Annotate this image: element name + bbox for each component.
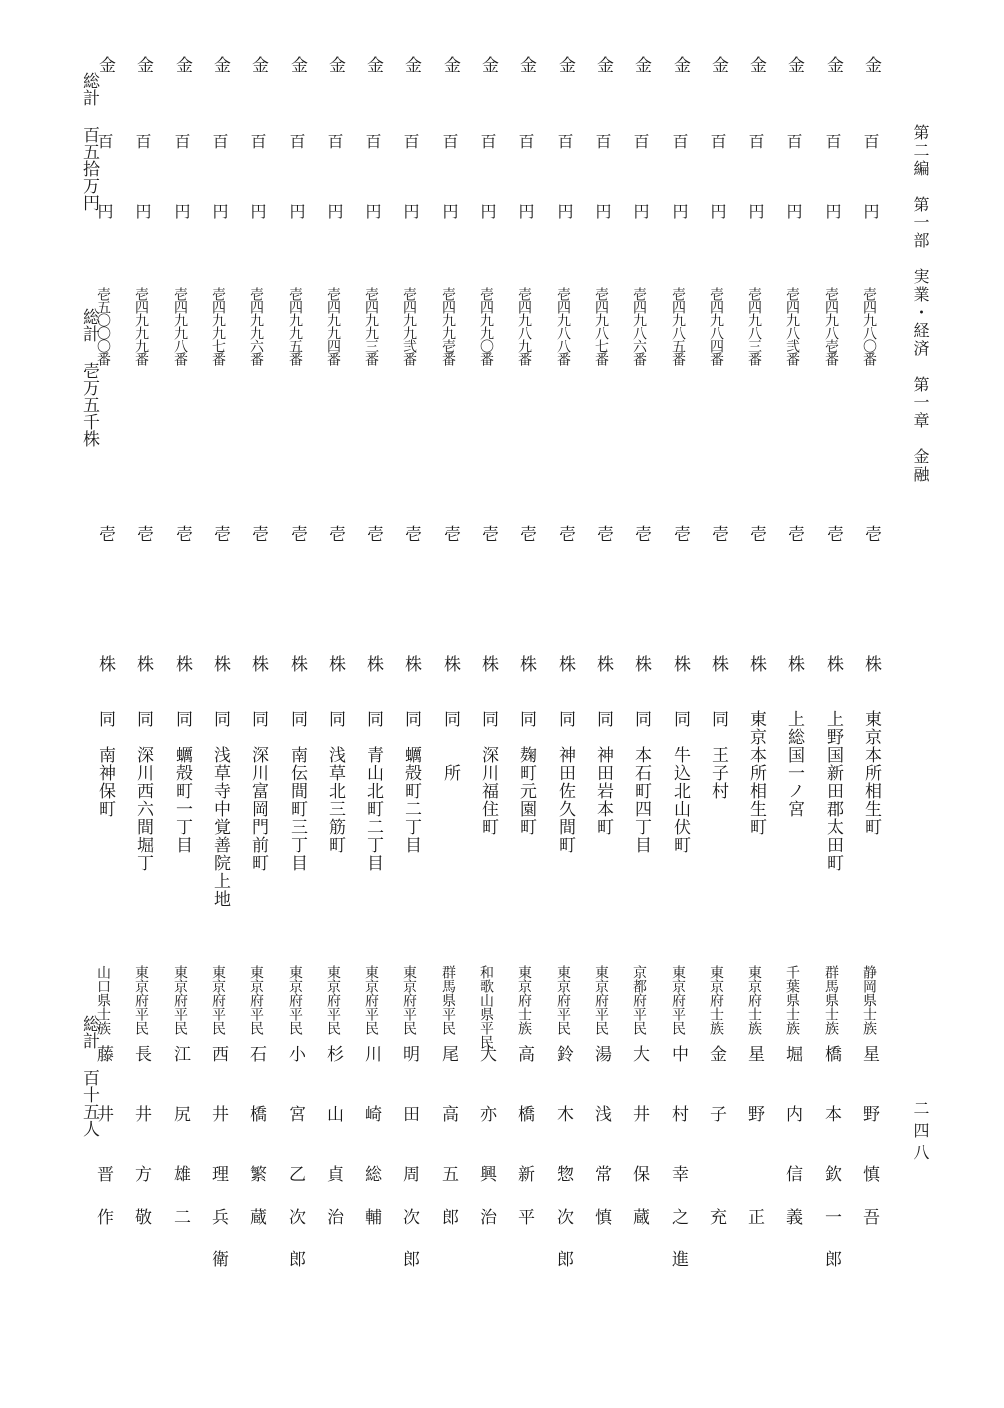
share-unit: 株 bbox=[401, 655, 421, 672]
certificate-number: 壱五〇〇〇番 bbox=[95, 287, 111, 365]
share-unit: 株 bbox=[746, 655, 766, 672]
certificate-number: 壱四九九九番 bbox=[133, 287, 149, 365]
holder-status: 東京府士族 bbox=[708, 965, 724, 1035]
share-count: 壱 bbox=[363, 525, 383, 542]
share-unit: 株 bbox=[325, 655, 345, 672]
holder-address: 上野国新田郡太田町 bbox=[823, 710, 843, 872]
holder-name-char: 吾 bbox=[863, 1208, 880, 1228]
certificate-number: 壱四九九三番 bbox=[363, 287, 379, 365]
holder-name-char: 子 bbox=[710, 1105, 727, 1125]
holder-name-char: 中 bbox=[672, 1045, 689, 1065]
certificate-number: 壱四九八弐番 bbox=[784, 287, 800, 365]
amount-prefix: 金 bbox=[708, 56, 728, 73]
holder-address: 同 南神保町 bbox=[95, 710, 115, 818]
amount-hundred: 百 bbox=[708, 133, 727, 149]
certificate-number: 壱四九八四番 bbox=[708, 287, 724, 365]
holder-address: 同 蠣殻町一丁目 bbox=[172, 710, 192, 854]
holder-status: 群馬県平民 bbox=[440, 965, 456, 1035]
amount-hundred: 百 bbox=[746, 133, 765, 149]
holder-name-char: 平 bbox=[518, 1208, 535, 1228]
holder-status: 東京府平民 bbox=[210, 965, 226, 1035]
share-unit: 株 bbox=[248, 655, 268, 672]
holder-name-char: 五 bbox=[442, 1165, 459, 1185]
holder-status: 静岡県士族 bbox=[861, 965, 877, 1035]
holder-name-char: 堀 bbox=[786, 1045, 803, 1065]
share-unit: 株 bbox=[478, 655, 498, 672]
share-unit: 株 bbox=[287, 655, 307, 672]
holder-name-char: 内 bbox=[786, 1105, 803, 1125]
certificate-number: 壱四九九七番 bbox=[210, 287, 226, 365]
holder-status: 山口県士族 bbox=[95, 965, 111, 1035]
holder-address: 同 神田佐久間町 bbox=[555, 710, 575, 854]
holder-name-char: 充 bbox=[710, 1208, 727, 1228]
amount-yen: 円 bbox=[708, 203, 727, 219]
holder-name-char: 郎 bbox=[403, 1250, 420, 1270]
amount-hundred: 百 bbox=[478, 133, 497, 149]
share-unit: 株 bbox=[823, 655, 843, 672]
holder-name-char: 藤 bbox=[97, 1045, 114, 1065]
amount-yen: 円 bbox=[823, 203, 842, 219]
holder-name-char: 次 bbox=[289, 1208, 306, 1228]
share-count: 壱 bbox=[172, 525, 192, 542]
amount-prefix: 金 bbox=[210, 56, 230, 73]
certificate-number: 壱四九九壱番 bbox=[440, 287, 456, 365]
amount-yen: 円 bbox=[478, 203, 497, 219]
amount-prefix: 金 bbox=[172, 56, 192, 73]
holder-name-char: 明 bbox=[403, 1045, 420, 1065]
amount-prefix: 金 bbox=[287, 56, 307, 73]
amount-hundred: 百 bbox=[172, 133, 191, 149]
share-unit: 株 bbox=[363, 655, 383, 672]
share-unit: 株 bbox=[670, 655, 690, 672]
holder-name-char: 西 bbox=[212, 1045, 229, 1065]
share-count: 壱 bbox=[555, 525, 575, 542]
holder-address: 東京本所相生町 bbox=[861, 710, 881, 836]
holder-address: 同 本石町四丁目 bbox=[631, 710, 651, 854]
share-unit: 株 bbox=[784, 655, 804, 672]
amount-yen: 円 bbox=[133, 203, 152, 219]
share-count: 壱 bbox=[670, 525, 690, 542]
holder-name-char: 宮 bbox=[289, 1105, 306, 1125]
share-count: 壱 bbox=[95, 525, 115, 542]
holder-name-char: 杉 bbox=[327, 1045, 344, 1065]
holder-name-char: 郎 bbox=[289, 1250, 306, 1270]
holder-status: 京都府平民 bbox=[631, 965, 647, 1035]
amount-prefix: 金 bbox=[861, 56, 881, 73]
holder-name-char: 星 bbox=[863, 1045, 880, 1065]
certificate-number: 壱四九八壱番 bbox=[823, 287, 839, 365]
amount-yen: 円 bbox=[670, 203, 689, 219]
amount-hundred: 百 bbox=[823, 133, 842, 149]
holder-name-char: 大 bbox=[633, 1045, 650, 1065]
holder-name-char: 幸 bbox=[672, 1165, 689, 1185]
holder-name-char: 蔵 bbox=[250, 1208, 267, 1228]
amount-prefix: 金 bbox=[516, 56, 536, 73]
amount-yen: 円 bbox=[172, 203, 191, 219]
holder-name-char: 治 bbox=[327, 1208, 344, 1228]
holder-name-char: 一 bbox=[825, 1208, 842, 1228]
share-count: 壱 bbox=[516, 525, 536, 542]
certificate-number: 壱四九九五番 bbox=[287, 287, 303, 365]
amount-hundred: 百 bbox=[555, 133, 574, 149]
holder-name-char: 正 bbox=[748, 1208, 765, 1228]
holder-address: 同 牛込北山伏町 bbox=[670, 710, 690, 854]
amount-hundred: 百 bbox=[210, 133, 229, 149]
holder-name-char: 衛 bbox=[212, 1250, 229, 1270]
holder-name-char: 高 bbox=[442, 1105, 459, 1125]
share-unit: 株 bbox=[631, 655, 651, 672]
holder-status: 和歌山県平民 bbox=[478, 965, 494, 1049]
holder-name-char: 郎 bbox=[825, 1250, 842, 1270]
holder-address: 同 麹町元園町 bbox=[516, 710, 536, 836]
holder-name-char: 惣 bbox=[557, 1165, 574, 1185]
holder-name-char: 橋 bbox=[250, 1105, 267, 1125]
total-amount-value: 百五拾万円 bbox=[79, 126, 99, 211]
share-count: 壱 bbox=[861, 525, 881, 542]
holder-address: 同 深川福住町 bbox=[478, 710, 498, 836]
total-persons bbox=[80, 1015, 97, 1137]
share-count: 壱 bbox=[784, 525, 804, 542]
certificate-number: 壱四九九六番 bbox=[248, 287, 264, 365]
share-count: 壱 bbox=[631, 525, 651, 542]
amount-hundred: 百 bbox=[516, 133, 535, 149]
holder-name-char: 輔 bbox=[365, 1208, 382, 1228]
amount-hundred: 百 bbox=[593, 133, 612, 149]
holder-address: 同 浅草北三筋町 bbox=[325, 710, 345, 854]
amount-prefix: 金 bbox=[593, 56, 613, 73]
holder-status: 千葉県士族 bbox=[784, 965, 800, 1035]
amount-prefix: 金 bbox=[133, 56, 153, 73]
holder-status: 東京府平民 bbox=[593, 965, 609, 1035]
holder-name-char: 金 bbox=[710, 1045, 727, 1065]
holder-name-char: 敬 bbox=[135, 1208, 152, 1228]
amount-yen: 円 bbox=[248, 203, 267, 219]
share-count: 壱 bbox=[401, 525, 421, 542]
share-unit: 株 bbox=[555, 655, 575, 672]
holder-name-char: 慎 bbox=[863, 1165, 880, 1185]
page-number: 二四八 bbox=[911, 1100, 930, 1166]
share-count: 壱 bbox=[248, 525, 268, 542]
amount-hundred: 百 bbox=[363, 133, 382, 149]
share-unit: 株 bbox=[95, 655, 115, 672]
certificate-number: 壱四九八三番 bbox=[746, 287, 762, 365]
holder-address: 東京本所相生町 bbox=[746, 710, 766, 836]
amount-yen: 円 bbox=[746, 203, 765, 219]
holder-name-char: 井 bbox=[633, 1105, 650, 1125]
amount-prefix: 金 bbox=[670, 56, 690, 73]
amount-hundred: 百 bbox=[95, 133, 114, 149]
amount-hundred: 百 bbox=[133, 133, 152, 149]
holder-status: 東京府平民 bbox=[401, 965, 417, 1035]
holder-name-char: 大 bbox=[480, 1045, 497, 1065]
certificate-number: 壱四九八七番 bbox=[593, 287, 609, 365]
holder-name-char: 野 bbox=[748, 1105, 765, 1125]
amount-yen: 円 bbox=[287, 203, 306, 219]
amount-prefix: 金 bbox=[631, 56, 651, 73]
certificate-number: 壱四九八六番 bbox=[631, 287, 647, 365]
amount-yen: 円 bbox=[440, 203, 459, 219]
certificate-number: 壱四九九〇番 bbox=[478, 287, 494, 365]
certificate-number: 壱四九八〇番 bbox=[861, 287, 877, 365]
holder-name-char: 田 bbox=[403, 1105, 420, 1125]
holder-name-char: 井 bbox=[135, 1105, 152, 1125]
share-count: 壱 bbox=[133, 525, 153, 542]
amount-hundred: 百 bbox=[670, 133, 689, 149]
holder-name-char: 二 bbox=[174, 1208, 191, 1228]
share-count: 壱 bbox=[708, 525, 728, 542]
share-unit: 株 bbox=[133, 655, 153, 672]
holder-name-char: 長 bbox=[135, 1045, 152, 1065]
certificate-number: 壱四九九四番 bbox=[325, 287, 341, 365]
total-amount bbox=[80, 72, 97, 211]
share-unit: 株 bbox=[593, 655, 613, 672]
share-unit: 株 bbox=[172, 655, 192, 672]
amount-yen: 円 bbox=[95, 203, 114, 219]
holder-name-char: 尾 bbox=[442, 1045, 459, 1065]
amount-prefix: 金 bbox=[248, 56, 268, 73]
holder-name-char: 郎 bbox=[557, 1250, 574, 1270]
holder-name-char: 井 bbox=[97, 1105, 114, 1125]
amount-yen: 円 bbox=[325, 203, 344, 219]
holder-status: 東京府平民 bbox=[325, 965, 341, 1035]
share-unit: 株 bbox=[708, 655, 728, 672]
holder-name-char: 兵 bbox=[212, 1208, 229, 1228]
holder-name-char: 石 bbox=[250, 1045, 267, 1065]
holder-address: 同 深川西六間堀丁 bbox=[133, 710, 153, 872]
holder-name-char: 新 bbox=[518, 1165, 535, 1185]
holder-name-char: 作 bbox=[97, 1208, 114, 1228]
holder-name-char: 乙 bbox=[289, 1165, 306, 1185]
share-unit: 株 bbox=[516, 655, 536, 672]
amount-hundred: 百 bbox=[325, 133, 344, 149]
holder-name-char: 橋 bbox=[518, 1105, 535, 1125]
amount-yen: 円 bbox=[210, 203, 229, 219]
holder-name-char: 繁 bbox=[250, 1165, 267, 1185]
total-amount-label: 総計 bbox=[79, 72, 99, 106]
holder-address: 上総国一ノ宮 bbox=[784, 710, 804, 818]
amount-hundred: 百 bbox=[861, 133, 880, 149]
holder-name-char: 雄 bbox=[174, 1165, 191, 1185]
certificate-number: 壱四九八九番 bbox=[516, 287, 532, 365]
amount-yen: 円 bbox=[593, 203, 612, 219]
amount-hundred: 百 bbox=[287, 133, 306, 149]
holder-name-char: 野 bbox=[863, 1105, 880, 1125]
share-count: 壱 bbox=[746, 525, 766, 542]
total-persons-label: 総計 bbox=[79, 1015, 99, 1049]
holder-name-char: 高 bbox=[518, 1045, 535, 1065]
holder-address: 同 青山北町二丁目 bbox=[363, 710, 383, 872]
amount-yen: 円 bbox=[401, 203, 420, 219]
holder-name-char: 井 bbox=[212, 1105, 229, 1125]
amount-prefix: 金 bbox=[440, 56, 460, 73]
holder-name-char: 慎 bbox=[595, 1208, 612, 1228]
holder-name-char: 村 bbox=[672, 1105, 689, 1125]
share-count: 壱 bbox=[440, 525, 460, 542]
holder-address: 同 南伝間町三丁目 bbox=[287, 710, 307, 872]
amount-prefix: 金 bbox=[784, 56, 804, 73]
amount-prefix: 金 bbox=[95, 56, 115, 73]
holder-name-char: 次 bbox=[403, 1208, 420, 1228]
amount-prefix: 金 bbox=[325, 56, 345, 73]
holder-status: 東京府平民 bbox=[670, 965, 686, 1035]
holder-name-char: 浅 bbox=[595, 1105, 612, 1125]
holder-name-char: 川 bbox=[365, 1045, 382, 1065]
holder-name-char: 方 bbox=[135, 1165, 152, 1185]
amount-hundred: 百 bbox=[248, 133, 267, 149]
holder-name-char: 周 bbox=[403, 1165, 420, 1185]
holder-name-char: 信 bbox=[786, 1165, 803, 1185]
amount-prefix: 金 bbox=[363, 56, 383, 73]
holder-status: 東京府士族 bbox=[746, 965, 762, 1035]
holder-name-char: 進 bbox=[672, 1250, 689, 1270]
holder-name-char: 之 bbox=[672, 1208, 689, 1228]
share-unit: 株 bbox=[861, 655, 881, 672]
holder-name-char: 治 bbox=[480, 1208, 497, 1228]
amount-prefix: 金 bbox=[823, 56, 843, 73]
amount-hundred: 百 bbox=[440, 133, 459, 149]
running-header: 第二編 第一部 実業・経済 第一章 金融 bbox=[911, 124, 930, 484]
holder-status: 群馬県士族 bbox=[823, 965, 839, 1035]
holder-name-char: 貞 bbox=[327, 1165, 344, 1185]
holder-address: 同 神田岩本町 bbox=[593, 710, 613, 836]
holder-status: 東京府平民 bbox=[363, 965, 379, 1035]
share-unit: 株 bbox=[440, 655, 460, 672]
holder-status: 東京府士族 bbox=[516, 965, 532, 1035]
holder-name-char: 小 bbox=[289, 1045, 306, 1065]
amount-yen: 円 bbox=[363, 203, 382, 219]
holder-name-char: 総 bbox=[365, 1165, 382, 1185]
certificate-number: 壱四九八八番 bbox=[555, 287, 571, 365]
holder-name-char: 江 bbox=[174, 1045, 191, 1065]
holder-name-char: 常 bbox=[595, 1165, 612, 1185]
holder-status: 東京府平民 bbox=[133, 965, 149, 1035]
holder-name-char: 湯 bbox=[595, 1045, 612, 1065]
holder-address: 同 深川富岡門前町 bbox=[248, 710, 268, 872]
amount-hundred: 百 bbox=[401, 133, 420, 149]
amount-prefix: 金 bbox=[401, 56, 421, 73]
holder-name-char: 崎 bbox=[365, 1105, 382, 1125]
amount-hundred: 百 bbox=[784, 133, 803, 149]
holder-address: 同 蠣殻町二丁目 bbox=[401, 710, 421, 854]
share-count: 壱 bbox=[478, 525, 498, 542]
certificate-number: 壱四九九八番 bbox=[172, 287, 188, 365]
holder-status: 東京府平民 bbox=[287, 965, 303, 1035]
share-count: 壱 bbox=[210, 525, 230, 542]
holder-address: 同 王子村 bbox=[708, 710, 728, 800]
amount-yen: 円 bbox=[861, 203, 880, 219]
total-shares-value: 壱万五千株 bbox=[79, 362, 99, 447]
holder-name-char: 保 bbox=[633, 1165, 650, 1185]
share-count: 壱 bbox=[287, 525, 307, 542]
holder-name-char: 鈴 bbox=[557, 1045, 574, 1065]
certificate-number: 壱四九八五番 bbox=[670, 287, 686, 365]
amount-yen: 円 bbox=[555, 203, 574, 219]
holder-name-char: 亦 bbox=[480, 1105, 497, 1125]
total-persons-value: 百十五人 bbox=[79, 1069, 99, 1137]
amount-prefix: 金 bbox=[555, 56, 575, 73]
holder-name-char: 理 bbox=[212, 1165, 229, 1185]
amount-yen: 円 bbox=[784, 203, 803, 219]
amount-prefix: 金 bbox=[746, 56, 766, 73]
amount-yen: 円 bbox=[516, 203, 535, 219]
holder-name-char: 興 bbox=[480, 1165, 497, 1185]
holder-name-char: 山 bbox=[327, 1105, 344, 1125]
holder-address: 同 所 bbox=[440, 710, 460, 782]
holder-name-char: 晋 bbox=[97, 1165, 114, 1185]
amount-prefix: 金 bbox=[478, 56, 498, 73]
share-count: 壱 bbox=[325, 525, 345, 542]
holder-status: 東京府平民 bbox=[555, 965, 571, 1035]
share-unit: 株 bbox=[210, 655, 230, 672]
total-shares bbox=[80, 308, 97, 447]
certificate-number: 壱四九九弐番 bbox=[401, 287, 417, 365]
holder-name-char: 次 bbox=[557, 1208, 574, 1228]
amount-yen: 円 bbox=[631, 203, 650, 219]
share-count: 壱 bbox=[593, 525, 613, 542]
holder-name-char: 星 bbox=[748, 1045, 765, 1065]
holder-name-char: 郎 bbox=[442, 1208, 459, 1228]
holder-name-char: 橋 bbox=[825, 1045, 842, 1065]
holder-name-char: 義 bbox=[786, 1208, 803, 1228]
amount-hundred: 百 bbox=[631, 133, 650, 149]
holder-name-char: 欽 bbox=[825, 1165, 842, 1185]
holder-address: 同 浅草寺中覚善院上地 bbox=[210, 710, 230, 908]
holder-name-char: 尻 bbox=[174, 1105, 191, 1125]
holder-status: 東京府平民 bbox=[172, 965, 188, 1035]
holder-name-char: 本 bbox=[825, 1105, 842, 1125]
share-count: 壱 bbox=[823, 525, 843, 542]
holder-name-char: 蔵 bbox=[633, 1208, 650, 1228]
holder-name-char: 木 bbox=[557, 1105, 574, 1125]
total-shares-label: 総計 bbox=[79, 308, 99, 342]
holder-status: 東京府平民 bbox=[248, 965, 264, 1035]
